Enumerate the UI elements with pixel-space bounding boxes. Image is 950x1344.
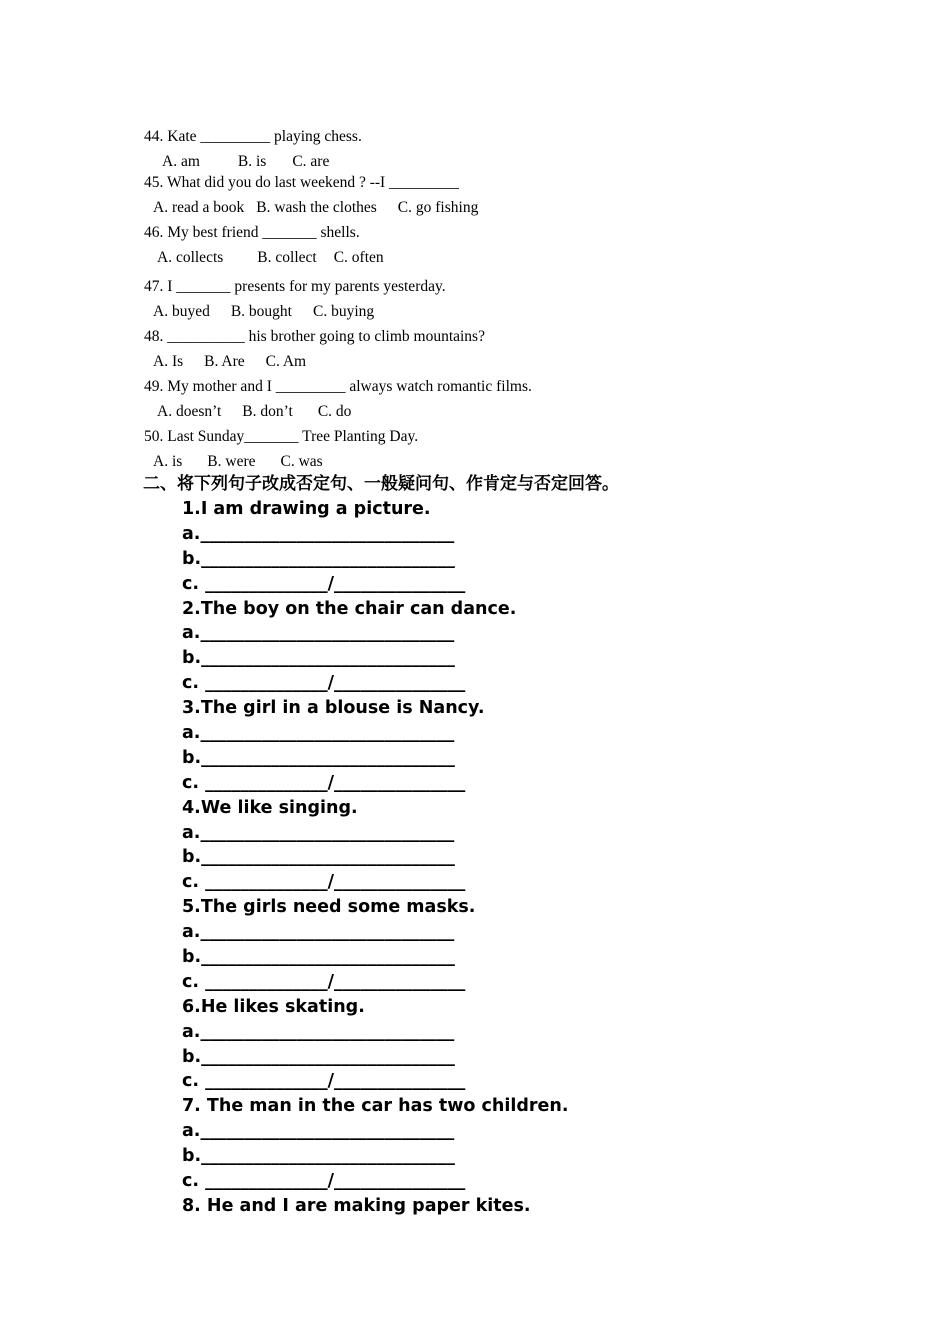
answer-line-a[interactable]: a._____________________________ <box>182 822 455 843</box>
answer-line-c[interactable]: c. ______________/_______________ <box>182 971 466 992</box>
question-44: 44. Kate _________ playing chess. <box>144 128 362 145</box>
option-b: B. were <box>207 453 256 470</box>
answer-line-c[interactable]: c. ______________/_______________ <box>182 1071 466 1092</box>
answer-line-a[interactable]: a._____________________________ <box>182 623 455 644</box>
option-c: C. was <box>280 453 323 470</box>
question-48: 48. __________ his brother going to climb mountains? <box>144 328 485 345</box>
options-44 <box>144 149 844 174</box>
option-a: A. am <box>162 153 200 170</box>
sentence-5: 5.The girls need some masks. <box>182 897 476 918</box>
option-a: A. Is <box>153 353 184 370</box>
question-49: 49. My mother and I _________ always watch romantic films. <box>144 378 532 395</box>
transformation-section <box>182 497 742 1219</box>
option-a: A. buyed <box>153 303 210 320</box>
options-47 <box>144 299 844 324</box>
sentence-2: 2.The boy on the chair can dance. <box>182 598 517 619</box>
option-b: B. bought <box>230 303 292 320</box>
option-a: A. doesn’t <box>157 403 222 420</box>
option-b: B. collect <box>257 249 317 266</box>
option-c: C. go fishing <box>397 199 479 216</box>
option-c: C. do <box>317 403 352 420</box>
option-a: A. collects <box>157 249 224 266</box>
answer-line-b[interactable]: b._____________________________ <box>182 847 455 868</box>
options-46 <box>144 242 844 274</box>
answer-line-b[interactable]: b._____________________________ <box>182 1146 455 1167</box>
option-c: C. often <box>333 249 384 266</box>
sentence-6: 6.He likes skating. <box>182 996 365 1017</box>
answer-line-b[interactable]: b._____________________________ <box>182 747 455 768</box>
sentence-8: 8. He and I are making paper kites. <box>182 1195 531 1216</box>
answer-line-a[interactable]: a._____________________________ <box>182 922 455 943</box>
answer-line-b[interactable]: b._____________________________ <box>182 947 455 968</box>
sentence-4: 4.We like singing. <box>182 797 358 818</box>
answer-line-b[interactable]: b._____________________________ <box>182 1046 455 1067</box>
answer-line-b[interactable]: b._____________________________ <box>182 548 455 569</box>
options-49 <box>144 399 844 424</box>
option-b: B. is <box>237 153 267 170</box>
answer-line-a[interactable]: a._____________________________ <box>182 1021 455 1042</box>
answer-line-c[interactable]: c. ______________/_______________ <box>182 1171 466 1192</box>
question-50: 50. Last Sunday_______ Tree Planting Day. <box>144 428 419 445</box>
answer-line-c[interactable]: c. ______________/_______________ <box>182 872 466 893</box>
answer-line-c[interactable]: c. ______________/_______________ <box>182 772 466 793</box>
options-45 <box>144 192 844 224</box>
option-a: A. read a book <box>153 199 245 216</box>
section-2-title: 二、将下列句子改成否定句、一般疑问句、作肯定与否定回答。 <box>143 474 619 494</box>
options-48 <box>144 349 844 374</box>
question-45: 45. What did you do last weekend ? --I _________ <box>144 174 459 191</box>
option-b: B. don’t <box>242 403 293 420</box>
option-b: B. Are <box>204 353 245 370</box>
option-c: C. are <box>292 153 330 170</box>
sentence-3: 3.The girl in a blouse is Nancy. <box>182 698 485 719</box>
sentence-7: 7. The man in the car has two children. <box>182 1096 569 1117</box>
option-b: B. wash the clothes <box>256 199 377 216</box>
options-50 <box>144 449 844 474</box>
option-a: A. is <box>153 453 183 470</box>
multiple-choice-section <box>144 124 844 474</box>
option-c: C. buying <box>312 303 375 320</box>
answer-line-b[interactable]: b._____________________________ <box>182 648 455 669</box>
answer-line-a[interactable]: a._____________________________ <box>182 523 455 544</box>
answer-line-c[interactable]: c. ______________/_______________ <box>182 573 466 594</box>
question-47: 47. I _______ presents for my parents yesterday. <box>144 278 446 295</box>
answer-line-c[interactable]: c. ______________/_______________ <box>182 673 466 694</box>
sentence-1: 1.I am drawing a picture. <box>182 499 431 519</box>
answer-line-a[interactable]: a._____________________________ <box>182 1121 455 1142</box>
question-46: 46. My best friend _______ shells. <box>144 224 360 241</box>
option-c: C. Am <box>265 353 307 370</box>
answer-line-a[interactable]: a._____________________________ <box>182 723 455 744</box>
